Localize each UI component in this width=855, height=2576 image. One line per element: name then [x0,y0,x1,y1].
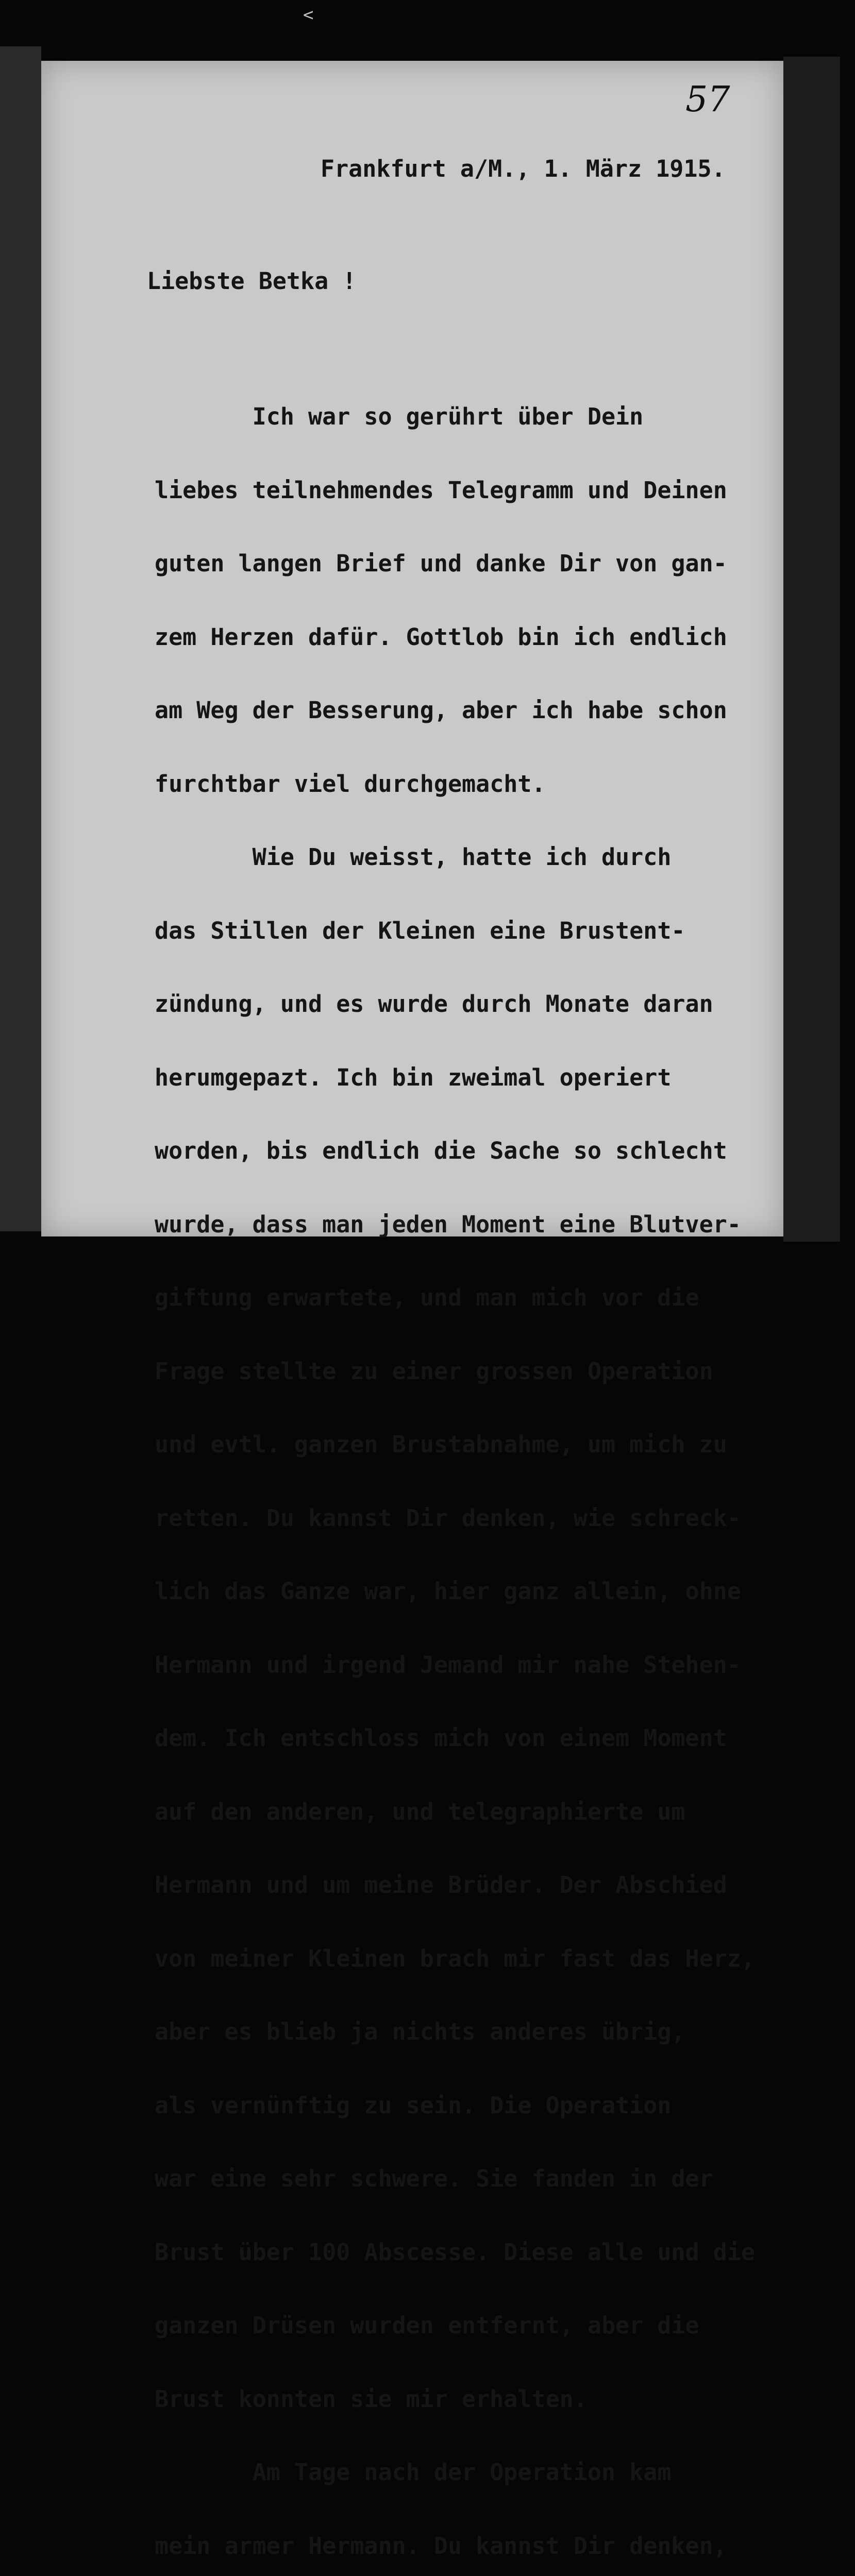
body-line: auf den anderen, und telegraphierte um [155,1798,685,1825]
body-line: liebes teilnehmendes Telegramm und Deinen [155,476,727,504]
body-line: dem. Ich entschloss mich von einem Moment [155,1724,727,1752]
body-line: Hermann und um meine Brüder. Der Abschied [155,1871,727,1899]
body-line: zündung, und es wurde durch Monate daran [155,990,713,1018]
body-line: Brust konnten sie mir erhalten. [155,2385,588,2413]
body-line: das Stillen der Kleinen eine Brustent- [155,917,685,944]
body-line: Brust über 100 Abscesse. Diese alle und die [155,2238,755,2266]
margin-mark: < [303,5,314,25]
body-line: retten. Du kannst Dir denken, wie schreck- [155,1504,741,1532]
body-line: zem Herzen dafür. Gottlob bin ich endlich [155,623,727,651]
letter-body [155,355,755,2576]
body-line: lich das Ganze war, hier ganz allein, ohne [155,1578,741,1605]
body-line: Frage stellte zu einer grossen Operation [155,1357,713,1385]
body-line: herumgepazt. Ich bin zweimal operiert [155,1063,672,1091]
body-line: mein armer Hermann. Du kannst Dir denken, [155,2532,727,2560]
body-line: giftung erwartete, und man mich vor die [155,1284,699,1311]
body-line: und evtl. ganzen Brustabnahme, um mich zu [155,1431,727,1458]
body-line: wurde, dass man jeden Moment eine Blutver- [155,1210,741,1238]
body-line: als vernünftig zu sein. Die Operation [155,2091,672,2119]
body-line: guten langen Brief und danke Dir von gan- [155,550,727,577]
body-line: ganzen Drüsen wurden entfernt, aber die [155,2312,699,2339]
letter-dateline: Frankfurt a/M., 1. März 1915. [321,155,726,182]
body-line: furchtbar viel durchgemacht. [155,770,546,798]
body-line: Ich war so gerührt über Dein [155,403,644,430]
page-number: 57 [685,79,730,120]
body-line: von meiner Kleinen brach mir fast das Herz, [155,1944,755,1972]
body-line: Hermann und irgend Jemand mir nahe Stehen- [155,1651,741,1679]
film-shadow-right [783,57,840,1242]
film-shadow-left [0,46,41,1231]
body-line: aber es blieb ja nichts anderes übrig, [155,2018,685,2045]
letter-salutation: Liebste Betka ! [147,267,357,295]
body-line: Wie Du weisst, hatte ich durch [155,843,672,871]
body-line: am Weg der Besserung, aber ich habe schon [155,697,727,724]
body-line: Am Tage nach der Operation kam [155,2459,672,2486]
body-line: worden, bis endlich die Sache so schlecht [155,1137,727,1164]
body-line: war eine sehr schwere. Sie fanden in der [155,2165,713,2192]
